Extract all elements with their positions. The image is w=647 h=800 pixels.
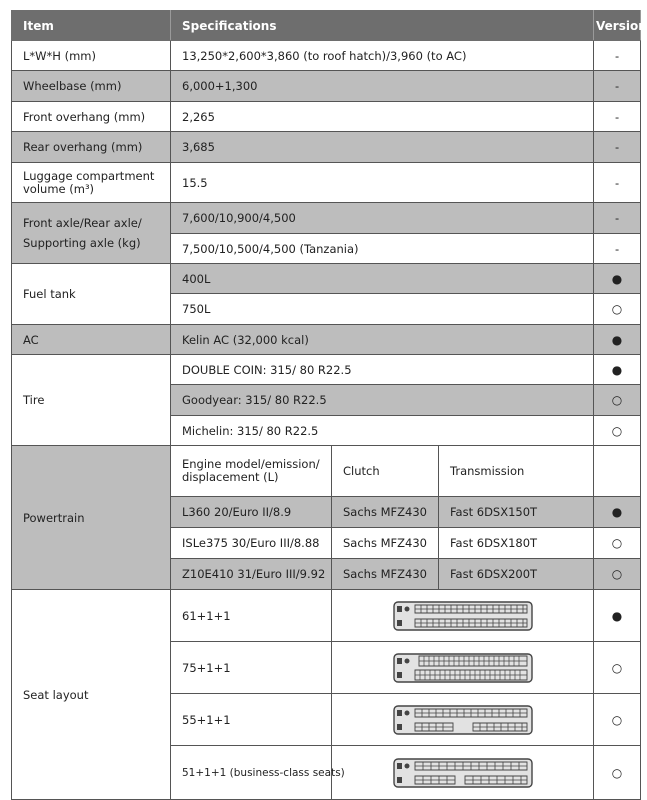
spec-value: Michelin: 315/ 80 R22.5	[171, 416, 594, 446]
version-mark: ●	[594, 590, 641, 642]
header-row	[12, 11, 641, 41]
item-label: Powertrain	[12, 446, 171, 590]
version-mark: ○	[594, 528, 641, 559]
item-label: Rear overhang (mm)	[12, 132, 171, 163]
row-front-overhang	[12, 102, 641, 132]
item-label-line: Luggage compartment	[23, 168, 155, 183]
version-mark: -	[594, 71, 641, 102]
version-mark: ○	[594, 294, 641, 325]
seat-config-label: 51+1+1 (business-class seats)	[171, 746, 332, 800]
powertrain-clutch-header: Clutch	[332, 446, 439, 497]
item-label: Tire	[12, 355, 171, 446]
header-specifications: Specifications	[171, 11, 594, 41]
spec-value: Kelin AC (32,000 kcal)	[171, 325, 594, 355]
bus-seat-diagram-icon	[393, 758, 533, 788]
row-ac	[12, 325, 641, 355]
seat-config-label: 55+1+1	[171, 694, 332, 746]
transmission-value: Fast 6DSX180T	[439, 528, 594, 559]
engine-value: Z10E410 31/Euro III/9.92	[171, 559, 332, 590]
version-mark: ●	[594, 497, 641, 528]
seat-diagram	[332, 590, 594, 642]
item-label: Front overhang (mm)	[12, 102, 171, 132]
version-mark: ●	[594, 325, 641, 355]
spec-value: 2,265	[171, 102, 594, 132]
spec-value: 400L	[171, 264, 594, 294]
spec-value: 3,685	[171, 132, 594, 163]
item-label: Fuel tank	[12, 264, 171, 325]
version-mark: ○	[594, 694, 641, 746]
seat-config-label: 61+1+1	[171, 590, 332, 642]
clutch-value: Sachs MFZ430	[332, 497, 439, 528]
row-lwh	[12, 41, 641, 71]
spec-value: DOUBLE COIN: 315/ 80 R22.5	[171, 355, 594, 385]
clutch-value: Sachs MFZ430	[332, 528, 439, 559]
spec-value: 750L	[171, 294, 594, 325]
version-empty	[594, 446, 641, 497]
version-mark: -	[594, 203, 641, 234]
version-mark: -	[594, 132, 641, 163]
item-label	[12, 203, 171, 264]
powertrain-transmission-header: Transmission	[439, 446, 594, 497]
spec-value: 13,250*2,600*3,860 (to roof hatch)/3,960 (to AC)	[171, 41, 594, 71]
row-luggage	[12, 163, 641, 203]
engine-value: ISLe375 30/Euro III/8.88	[171, 528, 332, 559]
bus-seat-diagram-icon	[393, 601, 533, 631]
version-mark: -	[594, 41, 641, 71]
item-label: Wheelbase (mm)	[12, 71, 171, 102]
version-mark: ○	[594, 416, 641, 446]
version-mark: ○	[594, 746, 641, 800]
row-fuel-1	[12, 264, 641, 294]
row-tire-1	[12, 355, 641, 385]
spec-value: Goodyear: 315/ 80 R22.5	[171, 385, 594, 416]
header-version: Version	[594, 11, 641, 41]
engine-value: L360 20/Euro II/8.9	[171, 497, 332, 528]
row-axle-1	[12, 203, 641, 234]
header-line: Engine model/emission/	[182, 457, 320, 471]
seat-diagram	[332, 694, 594, 746]
version-mark: -	[594, 102, 641, 132]
seat-diagram	[332, 746, 594, 800]
item-label-line: volume (m³)	[23, 181, 95, 196]
version-mark: ●	[594, 355, 641, 385]
row-wheelbase	[12, 71, 641, 102]
version-mark: ●	[594, 264, 641, 294]
header-item: Item	[12, 11, 171, 41]
transmission-value: Fast 6DSX200T	[439, 559, 594, 590]
clutch-value: Sachs MFZ430	[332, 559, 439, 590]
item-label-line: Front axle/Rear axle/	[23, 216, 142, 230]
powertrain-engine-header	[171, 446, 332, 497]
spec-value: 7,500/10,500/4,500 (Tanzania)	[171, 234, 594, 264]
spec-value: 6,000+1,300	[171, 71, 594, 102]
bus-seat-diagram-icon	[393, 705, 533, 735]
item-label: L*W*H (mm)	[12, 41, 171, 71]
item-label: Seat layout	[12, 590, 171, 800]
version-mark: -	[594, 234, 641, 264]
version-mark: ○	[594, 642, 641, 694]
row-rear-overhang	[12, 132, 641, 163]
version-mark: -	[594, 163, 641, 203]
seat-diagram	[332, 642, 594, 694]
bus-seat-diagram-icon	[393, 653, 533, 683]
row-seat-1	[12, 590, 641, 642]
transmission-value: Fast 6DSX150T	[439, 497, 594, 528]
header-line: displacement (L)	[182, 470, 279, 484]
item-label-line: Supporting axle (kg)	[23, 236, 141, 250]
spec-value: 7,600/10,900/4,500	[171, 203, 594, 234]
version-mark: ○	[594, 559, 641, 590]
row-powertrain-header	[12, 446, 641, 497]
spec-value: 15.5	[171, 163, 594, 203]
version-mark: ○	[594, 385, 641, 416]
item-label	[12, 163, 171, 203]
seat-config-label: 75+1+1	[171, 642, 332, 694]
item-label: AC	[12, 325, 171, 355]
spec-table	[11, 10, 647, 800]
